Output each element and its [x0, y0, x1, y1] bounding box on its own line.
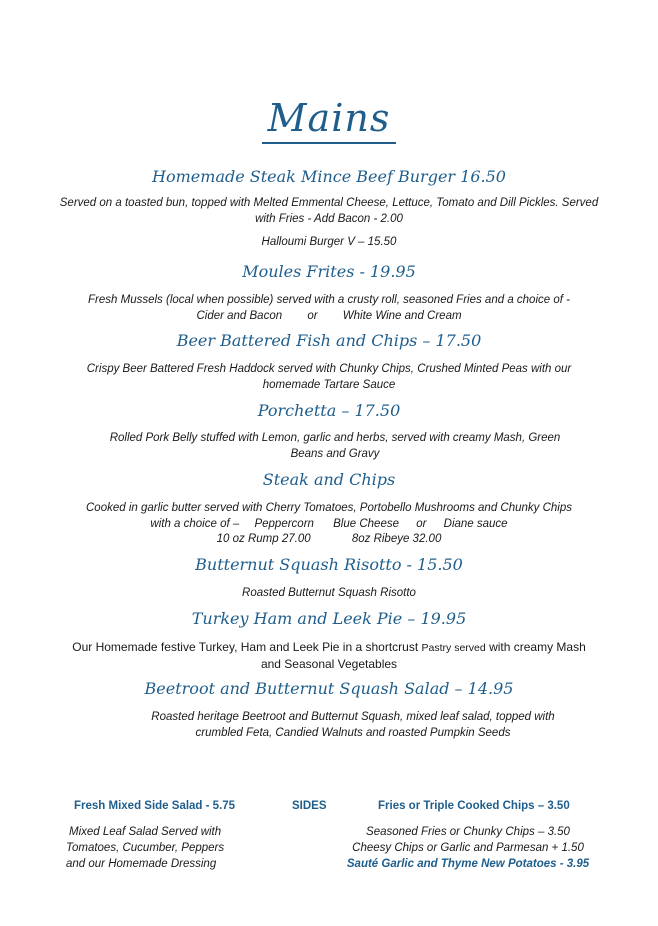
option-or: or [307, 309, 318, 322]
pie-text-end: with creamy Mash [489, 640, 586, 654]
sauce-intro: with a choice of – [150, 517, 240, 530]
cut-rump: 10 oz Rump 27.00 [216, 533, 311, 545]
side-salad-desc [66, 824, 276, 872]
side-line: Cheesy Chips or Garlic and Parmesan + 1.50 [352, 842, 584, 854]
option-cider: Cider and Bacon [196, 309, 283, 322]
page-title: Mains [262, 96, 397, 144]
dish-title-risotto: Butternut Squash Risotto - 15.50 [195, 555, 463, 574]
side-line: Tomatoes, Cucumber, Peppers [66, 842, 225, 854]
dish-desc-porchetta [46, 431, 624, 462]
side-line-potatoes: Sauté Garlic and Thyme New Potatoes - 3.95 [346, 858, 590, 870]
desc-line [40, 640, 618, 657]
dish-title-salad: Beetroot and Butternut Squash Salad – 14.95 [144, 679, 514, 698]
desc-line: Served on a toasted bun, topped with Melted Emmental Cheese, Lettuce, Tomato and Dill Pickles. Served [59, 197, 599, 209]
dish-title-moules: Moules Frites - 19.95 [242, 262, 416, 281]
dish-desc-salad [64, 710, 642, 741]
desc-line: Crispy Beer Battered Fresh Haddock served with Chunky Chips, Crushed Minted Peas with our [86, 363, 572, 375]
sides-label: SIDES [292, 800, 327, 812]
side-line: Seasoned Fries or Chunky Chips – 3.50 [366, 826, 570, 838]
chips-heading: Fries or Triple Cooked Chips – 3.50 [378, 800, 570, 812]
desc-line: crumbled Feta, Candied Walnuts and roasted Pumpkin Seeds [195, 726, 511, 739]
dish-title-porchetta: Porchetta – 17.50 [257, 401, 401, 420]
desc-line: with Fries - Add Bacon - 2.00 [255, 212, 403, 225]
dish-desc-steak [40, 501, 618, 548]
desc-line: Beans and Gravy [290, 447, 380, 460]
side-salad-heading: Fresh Mixed Side Salad - 5.75 [74, 800, 236, 812]
sauce-diane: Diane sauce [443, 517, 508, 530]
dish-desc-fish [40, 362, 618, 393]
pie-text-small: Pastry served [421, 642, 486, 654]
dish-title-burger: Homemade Steak Mince Beef Burger 16.50 [152, 167, 506, 186]
desc-line: Cooked in garlic butter served with Cherry Tomatoes, Portobello Mushrooms and Chunky Chips [86, 502, 572, 514]
dish-desc-burger [40, 196, 618, 227]
desc-line: homemade Tartare Sauce [262, 378, 396, 391]
desc-line: and Seasonal Vegetables [260, 656, 398, 671]
desc-line: Roasted heritage Beetroot and Butternut Squash, mixed leaf salad, topped with [151, 711, 555, 723]
desc-line: Fresh Mussels (local when possible) served with a crusty roll, seasoned Fries and a choice of - [88, 294, 570, 306]
options-line [40, 309, 618, 325]
title-block [0, 96, 658, 144]
side-line: and our Homemade Dressing [66, 858, 217, 870]
dish-desc-moules [40, 293, 618, 324]
chips-desc [318, 824, 618, 872]
cuts-line [40, 532, 618, 548]
dish-desc-pie [40, 640, 618, 672]
sauces-line [40, 517, 618, 533]
dish-title-fish: Beer Battered Fish and Chips – 17.50 [176, 331, 482, 350]
cut-ribeye: 8oz Ribeye 32.00 [351, 533, 442, 545]
option-white-wine: White Wine and Cream [342, 309, 462, 322]
pie-text-a: Our Homemade festive Turkey, Ham and Leek Pie in a shortcrust [72, 640, 419, 654]
sauce-peppercorn: Peppercorn [254, 517, 314, 530]
dish-title-steak: Steak and Chips [262, 470, 396, 489]
dish-extra-halloumi: Halloumi Burger V – 15.50 [261, 236, 397, 248]
side-line: Mixed Leaf Salad Served with [69, 826, 222, 838]
sauce-or: or [416, 517, 427, 530]
desc-line: Rolled Pork Belly stuffed with Lemon, garlic and herbs, served with creamy Mash, Green [109, 432, 561, 444]
dish-desc-risotto: Roasted Butternut Squash Risotto [242, 587, 416, 599]
sauce-blue-cheese: Blue Cheese [333, 517, 399, 530]
dish-title-pie: Turkey Ham and Leek Pie – 19.95 [191, 609, 467, 628]
